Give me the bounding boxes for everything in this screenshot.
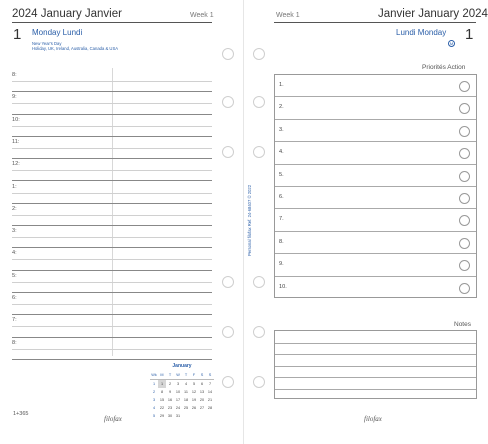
hour-row[interactable] (12, 159, 212, 181)
half-hour-line (12, 349, 212, 350)
hour-label: 12: (12, 161, 20, 168)
half-hour-line (12, 282, 212, 283)
calendar-day: 24 (175, 406, 181, 410)
calendar-day: 7 (208, 382, 212, 386)
hour-row[interactable] (12, 137, 212, 159)
hour-label: 7: (12, 317, 17, 324)
hour-row[interactable] (12, 338, 212, 360)
mini-calendar (150, 363, 214, 420)
half-hour-line (12, 193, 212, 194)
calendar-day: 17 (175, 398, 181, 402)
calendar-day: 2 (168, 382, 172, 386)
calendar-day: 19 (191, 398, 197, 402)
priority-number: 4. (279, 149, 284, 156)
half-hour-line (12, 259, 212, 260)
hour-row[interactable] (12, 315, 212, 337)
day-badge: M (449, 41, 454, 46)
priority-checkbox[interactable] (459, 238, 470, 249)
calendar-day: 15 (159, 398, 165, 402)
right-logo: filofax (364, 415, 382, 423)
hour-row[interactable] (12, 182, 212, 204)
mini-calendar-grid (150, 371, 214, 420)
product-reference: Personal filofax Ref. 24-68407 © 2022 (247, 184, 252, 256)
right-page (244, 0, 488, 444)
calendar-weekday-header: T (182, 371, 190, 380)
priority-checkbox[interactable] (459, 103, 470, 114)
hour-label: 10: (12, 116, 20, 123)
notes-box (274, 330, 477, 399)
calendar-day: 27 (199, 406, 205, 410)
priority-checkbox[interactable] (459, 260, 470, 271)
hour-row[interactable] (12, 226, 212, 248)
ring-hole (222, 48, 234, 60)
ring-hole (253, 326, 265, 338)
ring-hole (253, 146, 265, 158)
ring-hole (222, 146, 234, 158)
calendar-day: 1 (158, 380, 166, 388)
priority-checkbox[interactable] (459, 283, 470, 294)
calendar-day: 10 (175, 390, 181, 394)
hour-label: 8: (12, 339, 17, 346)
calendar-day: 23 (167, 406, 173, 410)
left-day-number: 1 (13, 26, 22, 43)
right-day-number: 1 (465, 26, 474, 43)
calendar-weekday-header: S (198, 371, 206, 380)
notes-line (275, 354, 476, 355)
calendar-day: 31 (175, 414, 181, 418)
left-header-rule (12, 22, 212, 23)
hour-row[interactable] (12, 271, 212, 293)
hour-label: 3: (12, 228, 17, 235)
priority-number: 8. (279, 238, 284, 245)
calendar-day (206, 412, 214, 420)
calendar-day: 5 (192, 382, 196, 386)
priority-number: 6. (279, 194, 284, 200)
priority-number: 1. (279, 82, 284, 88)
hour-label: 6: (12, 295, 17, 301)
priority-checkbox[interactable] (459, 148, 470, 159)
hour-label: 1: (12, 183, 17, 190)
day-count-note: 1+365 (13, 411, 29, 417)
hour-row[interactable] (12, 204, 212, 226)
ring-hole (222, 326, 234, 338)
holiday-detail: Holiday, UK, Ireland, Australia, Canada & USA (32, 46, 119, 51)
hour-label: 4: (12, 250, 17, 257)
priorities-box (274, 74, 477, 298)
notes-line (275, 389, 476, 390)
calendar-week-number: 1 (152, 382, 156, 386)
hour-label: 5: (12, 272, 17, 279)
left-logo: filofax (104, 415, 122, 423)
hour-label: 11: (12, 138, 20, 145)
calendar-day: 9 (168, 390, 172, 394)
priority-number: 7. (279, 216, 284, 223)
calendar-day (198, 412, 206, 420)
calendar-day: 6 (200, 382, 204, 386)
calendar-day: 28 (207, 406, 213, 410)
priority-row[interactable] (275, 232, 476, 254)
hour-row[interactable] (12, 293, 212, 315)
calendar-day: 30 (167, 414, 173, 418)
left-week-label: Week 1 (190, 12, 214, 19)
right-page-title: Janvier January 2024 (378, 8, 488, 20)
priority-row[interactable] (275, 75, 476, 97)
priority-checkbox[interactable] (459, 215, 470, 226)
notes-line (275, 377, 476, 378)
right-day-name: Lundi Monday (396, 28, 447, 37)
notes-label: Notes (454, 321, 471, 328)
ring-hole (253, 48, 265, 60)
calendar-day: 16 (167, 398, 173, 402)
half-hour-line (12, 103, 212, 104)
calendar-week-number: 3 (152, 398, 156, 402)
calendar-day: 14 (207, 390, 213, 394)
calendar-day (182, 412, 190, 420)
calendar-weekday-header: F (190, 371, 198, 380)
calendar-weekday-header: M (158, 371, 166, 380)
priority-row[interactable] (275, 120, 476, 142)
priority-row[interactable] (275, 187, 476, 209)
ring-hole (253, 276, 265, 288)
calendar-day: 8 (160, 390, 164, 394)
hour-label: 2: (12, 205, 17, 212)
priority-checkbox[interactable] (459, 81, 470, 92)
half-hour-line (12, 170, 212, 171)
half-hour-line (12, 237, 212, 238)
priority-checkbox[interactable] (459, 126, 470, 137)
calendar-week-number: 2 (152, 390, 156, 394)
hour-row[interactable] (12, 248, 212, 270)
calendar-day: 11 (184, 390, 188, 394)
half-hour-line (12, 81, 212, 82)
priority-number: 5. (279, 171, 284, 178)
calendar-day: 29 (159, 414, 165, 418)
calendar-day: 21 (207, 398, 213, 402)
notes-line (275, 343, 476, 344)
priority-row[interactable] (275, 277, 476, 299)
calendar-weekday-header: T (166, 371, 174, 380)
calendar-day: 20 (199, 398, 205, 402)
priority-number: 3. (279, 126, 284, 133)
priority-number: 2. (279, 104, 284, 111)
half-hour-line (12, 215, 212, 216)
half-hour-line (12, 148, 212, 149)
calendar-day: 13 (199, 390, 205, 394)
priority-row[interactable] (275, 97, 476, 119)
left-page-title: 2024 January Janvier (12, 8, 122, 20)
half-hour-line (12, 304, 212, 305)
holiday-name: New Year's Day (32, 41, 62, 46)
calendar-weekday-header: W (174, 371, 182, 380)
priority-number: 9. (279, 261, 284, 268)
priority-row[interactable] (275, 209, 476, 231)
hour-label: 8: (12, 72, 17, 78)
priorities-label: Priorités Action (422, 64, 466, 71)
mini-calendar-title: January (172, 363, 192, 369)
calendar-day: 12 (191, 390, 197, 394)
left-day-name: Monday Lundi (32, 28, 83, 37)
priority-checkbox[interactable] (459, 193, 470, 204)
calendar-week-number: 5 (152, 414, 156, 418)
calendar-day: 18 (183, 398, 189, 402)
notes-line (275, 366, 476, 367)
calendar-weekday-header: Wk (150, 371, 158, 380)
hour-label: 9: (12, 94, 17, 101)
priority-row[interactable] (275, 254, 476, 276)
half-hour-line (12, 126, 212, 127)
priority-row[interactable] (275, 165, 476, 187)
ring-hole (253, 96, 265, 108)
calendar-day: 26 (191, 406, 197, 410)
right-week-label: Week 1 (276, 12, 300, 19)
calendar-day: 4 (184, 382, 188, 386)
calendar-day (190, 412, 198, 420)
hour-row[interactable] (12, 70, 212, 92)
calendar-day: 22 (159, 406, 165, 410)
half-hour-line (12, 326, 212, 327)
ring-hole (253, 376, 265, 388)
calendar-week-number: 4 (152, 406, 156, 410)
priority-checkbox[interactable] (459, 171, 470, 182)
ring-hole (222, 376, 234, 388)
ring-hole (222, 276, 234, 288)
hour-row[interactable] (12, 92, 212, 114)
hour-row[interactable] (12, 115, 212, 137)
priority-row[interactable] (275, 142, 476, 164)
calendar-day: 25 (183, 406, 189, 410)
calendar-day: 3 (176, 382, 180, 386)
right-header-rule (274, 22, 476, 23)
ring-hole (222, 96, 234, 108)
calendar-weekday-header: S (206, 371, 214, 380)
priority-number: 10. (279, 283, 287, 290)
